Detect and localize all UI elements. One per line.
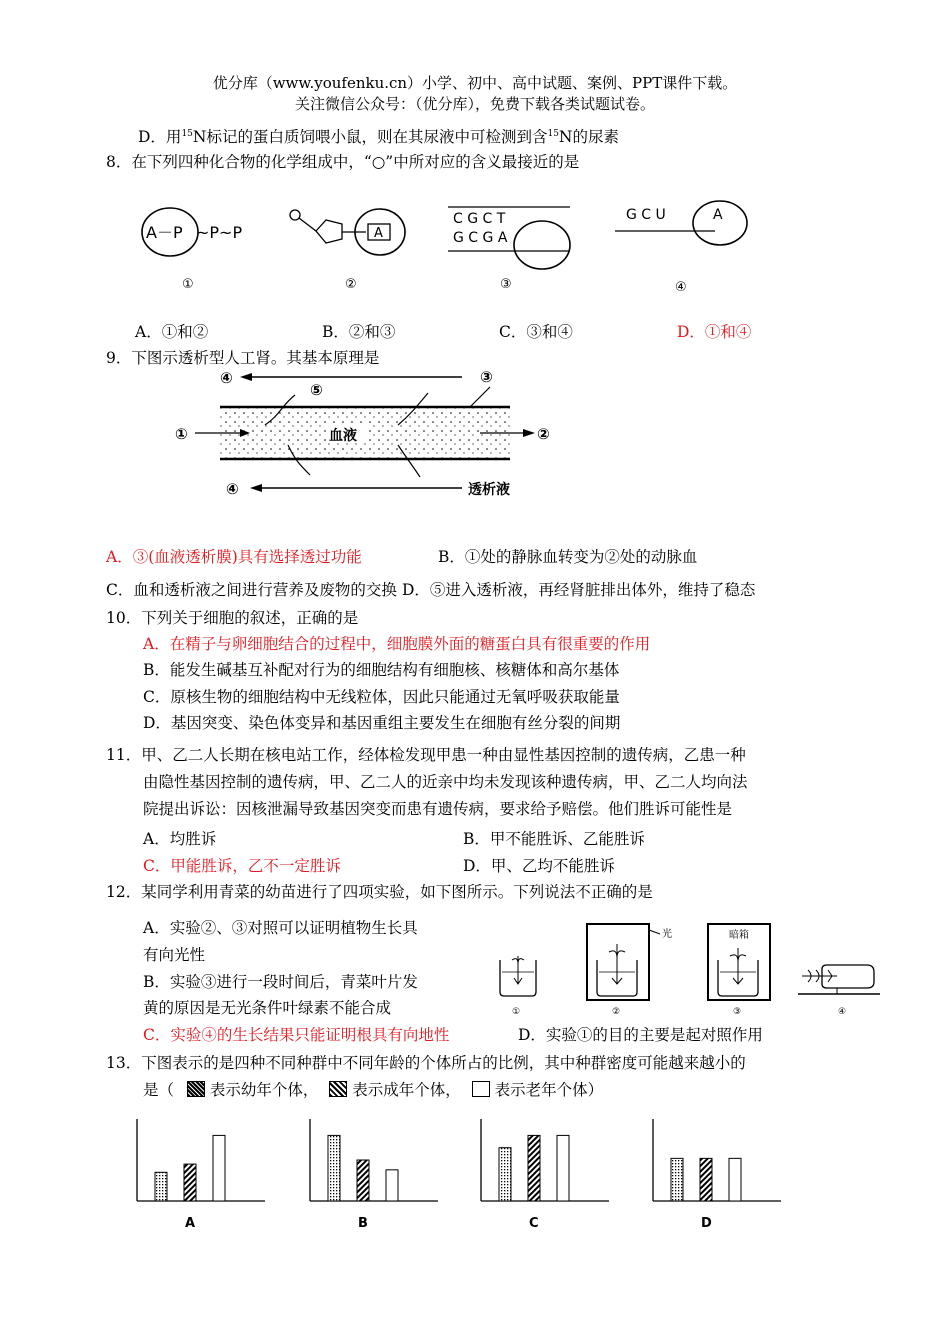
q9-blood-label: 血液: [329, 428, 357, 444]
q10-option-c: C．原核生物的细胞结构中无线粒体，因此只能通过无氧呼吸获取能量: [143, 688, 620, 706]
q8-figures: [130, 195, 770, 300]
q8-fig1-circled: A－P: [146, 223, 183, 242]
q12-option-a-line-1: A．实验②、③对照可以证明植物生长具: [143, 919, 418, 937]
q13-stem-prefix: 是（: [143, 1081, 175, 1099]
q8-fig2-label: ②: [345, 277, 357, 292]
q11-option-b: B．甲不能胜诉、乙能胜诉: [463, 830, 645, 848]
chart-D: [653, 1119, 781, 1231]
q10-stem: 10．下列关于细胞的叙述，正确的是: [106, 609, 359, 627]
bar-C-young: [499, 1148, 511, 1201]
q13-stem-line-1: 13．下图表示的是四种不同种群中不同年龄的个体所占的比例，其中种群密度可能越来越小的: [106, 1054, 746, 1072]
chart-A: [137, 1119, 265, 1231]
q8-fig2-box: A: [374, 226, 383, 241]
q9-option-c: C．血和透析液之间进行营养及废物的交换: [106, 581, 397, 599]
q8-fig3-bottom: G C G A: [453, 230, 508, 246]
legend-young-swatch: [187, 1081, 205, 1097]
q8-fig4-label: ④: [675, 280, 687, 295]
bar-B-old: [386, 1170, 398, 1201]
q12-fig-label-1: ①: [512, 1007, 521, 1017]
chart-label-A: A: [185, 1216, 196, 1231]
bar-B-adult: [357, 1160, 369, 1201]
q8-option-c: C．③和④: [499, 323, 573, 341]
q12-option-a-line-2: 有向光性: [143, 946, 206, 964]
chart-C: [481, 1119, 609, 1231]
q9-label-4-top: ④: [220, 369, 233, 387]
q9-option-d: D．⑤进入透析液，再经肾脏排出体外，维持了稳态: [402, 581, 756, 599]
q8-fig4-seq: G C U: [626, 207, 666, 223]
q9-stem: 9．下图示透析型人工肾。其基本原理是: [106, 349, 380, 367]
header-line-1: 优分库（www.youfenku.cn）小学、初中、高中试题、案例、PPT课件下载。: [212, 74, 738, 92]
chart-label-D: D: [701, 1216, 712, 1231]
q9-label-5: ⑤: [310, 381, 323, 399]
q13-age-structure-charts: [120, 1100, 800, 1240]
legend-young-text: 表示幼年个体，: [209, 1081, 319, 1099]
bar-D-young: [671, 1158, 683, 1201]
q12-experiment-figures: [492, 920, 882, 1030]
q9-label-1: ①: [175, 425, 188, 443]
q12-fig-label-3: ③: [733, 1007, 742, 1017]
q10-option-d: D．基因突变、染色体变异和基因重组主要发生在细胞有丝分裂的间期: [143, 714, 621, 732]
q10-option-b: B．能发生碱基互补配对行为的细胞结构有细胞核、核糖体和高尔基体: [143, 661, 620, 679]
bar-A-adult: [184, 1164, 196, 1201]
q11-stem-line-3: 院提出诉讼：因核泄漏导致基因突变而患有遗传病，要求给予赔偿。他们胜诉可能性是: [143, 800, 733, 818]
q12-light-label: 光: [662, 929, 672, 940]
q11-stem-line-2: 由隐性基因控制的遗传病，甲、乙二人的近亲中均未发现该种遗传病，甲、乙二人均向法: [143, 773, 748, 791]
q11-option-a: A．均胜诉: [143, 830, 217, 848]
bar-D-adult: [700, 1158, 712, 1201]
q12-option-b-line-1: B．实验③进行一段时间后，青菜叶片发: [143, 973, 418, 991]
q8-option-b: B．②和③: [322, 323, 396, 341]
bar-A-young: [155, 1172, 167, 1201]
q13-stem-line-2: [143, 1078, 603, 1100]
q8-fig3-top: C G C T: [453, 211, 506, 227]
q9-label-2: ②: [537, 425, 550, 443]
q12-fig-label-4: ④: [838, 1007, 847, 1017]
q9-dialysis-diagram: [170, 365, 590, 505]
q9-option-a: A．③(血液透析膜)具有选择透过功能: [106, 548, 362, 566]
q12-stem: 12．某同学利用青菜的幼苗进行了四项实验，如下图所示。下列说法不正确的是: [106, 883, 653, 901]
q12-dark-label: 暗箱: [729, 930, 749, 941]
q7-option-d: D．用$^{15}$N标记的蛋白质饲喂小鼠，则在其尿液中可检测到含$^{15}$N的尿素: [138, 128, 619, 146]
bar-A-old: [213, 1135, 225, 1201]
chart-label-B: B: [358, 1216, 368, 1231]
q8-fig4-circled: A: [713, 207, 723, 223]
q12-option-b-line-2: 黄的原因是无光条件叶绿素不能合成: [143, 999, 392, 1017]
legend-adult-text: 表示成年个体，: [352, 1081, 461, 1099]
q8-fig3-label: ③: [500, 277, 512, 292]
q9-option-b: B．①处的静脉血转变为②处的动脉血: [438, 548, 698, 566]
legend-adult-swatch: [329, 1081, 347, 1097]
q11-option-d: D．甲、乙均不能胜诉: [463, 857, 615, 875]
q8-fig1-rest: ~P~P: [196, 223, 243, 242]
q9-label-3: ③: [480, 368, 493, 386]
q10-option-a: A．在精子与卵细胞结合的过程中，细胞膜外面的糖蛋白具有很重要的作用: [143, 635, 651, 653]
q12-option-c: C．实验④的生长结果只能证明根具有向地性: [143, 1026, 450, 1044]
header-line-2: 关注微信公众号：（优分库），免费下载各类试题试卷。: [294, 95, 655, 113]
legend-old-swatch: [472, 1081, 490, 1097]
q8-option-a: A．①和②: [135, 323, 209, 341]
bar-D-old: [729, 1158, 741, 1201]
q8-option-d: D．①和④: [677, 323, 752, 341]
bar-C-adult: [528, 1135, 540, 1201]
q8-fig1-label: ①: [182, 277, 194, 292]
q12-option-d: D．实验①的目的主要是起对照作用: [518, 1026, 763, 1044]
q8-stem: 8．在下列四种化合物的化学组成中，“○”中所对应的含义最接近的是: [106, 153, 580, 171]
q9-label-4-bottom: ④: [226, 480, 239, 498]
bar-C-old: [557, 1135, 569, 1201]
bar-B-young: [328, 1135, 340, 1201]
q11-option-c: C．甲能胜诉，乙不一定胜诉: [143, 857, 341, 875]
q12-fig-label-2: ②: [612, 1007, 621, 1017]
legend-old-text: 表示老年个体）: [494, 1081, 604, 1099]
chart-label-C: C: [529, 1216, 539, 1231]
q11-stem-line-1: 11．甲、乙二人长期在核电站工作，经体检发现甲患一种由显性基因控制的遗传病，乙患一种: [106, 746, 746, 764]
chart-B: [310, 1119, 438, 1231]
q9-dialysate-label: 透析液: [468, 482, 510, 498]
